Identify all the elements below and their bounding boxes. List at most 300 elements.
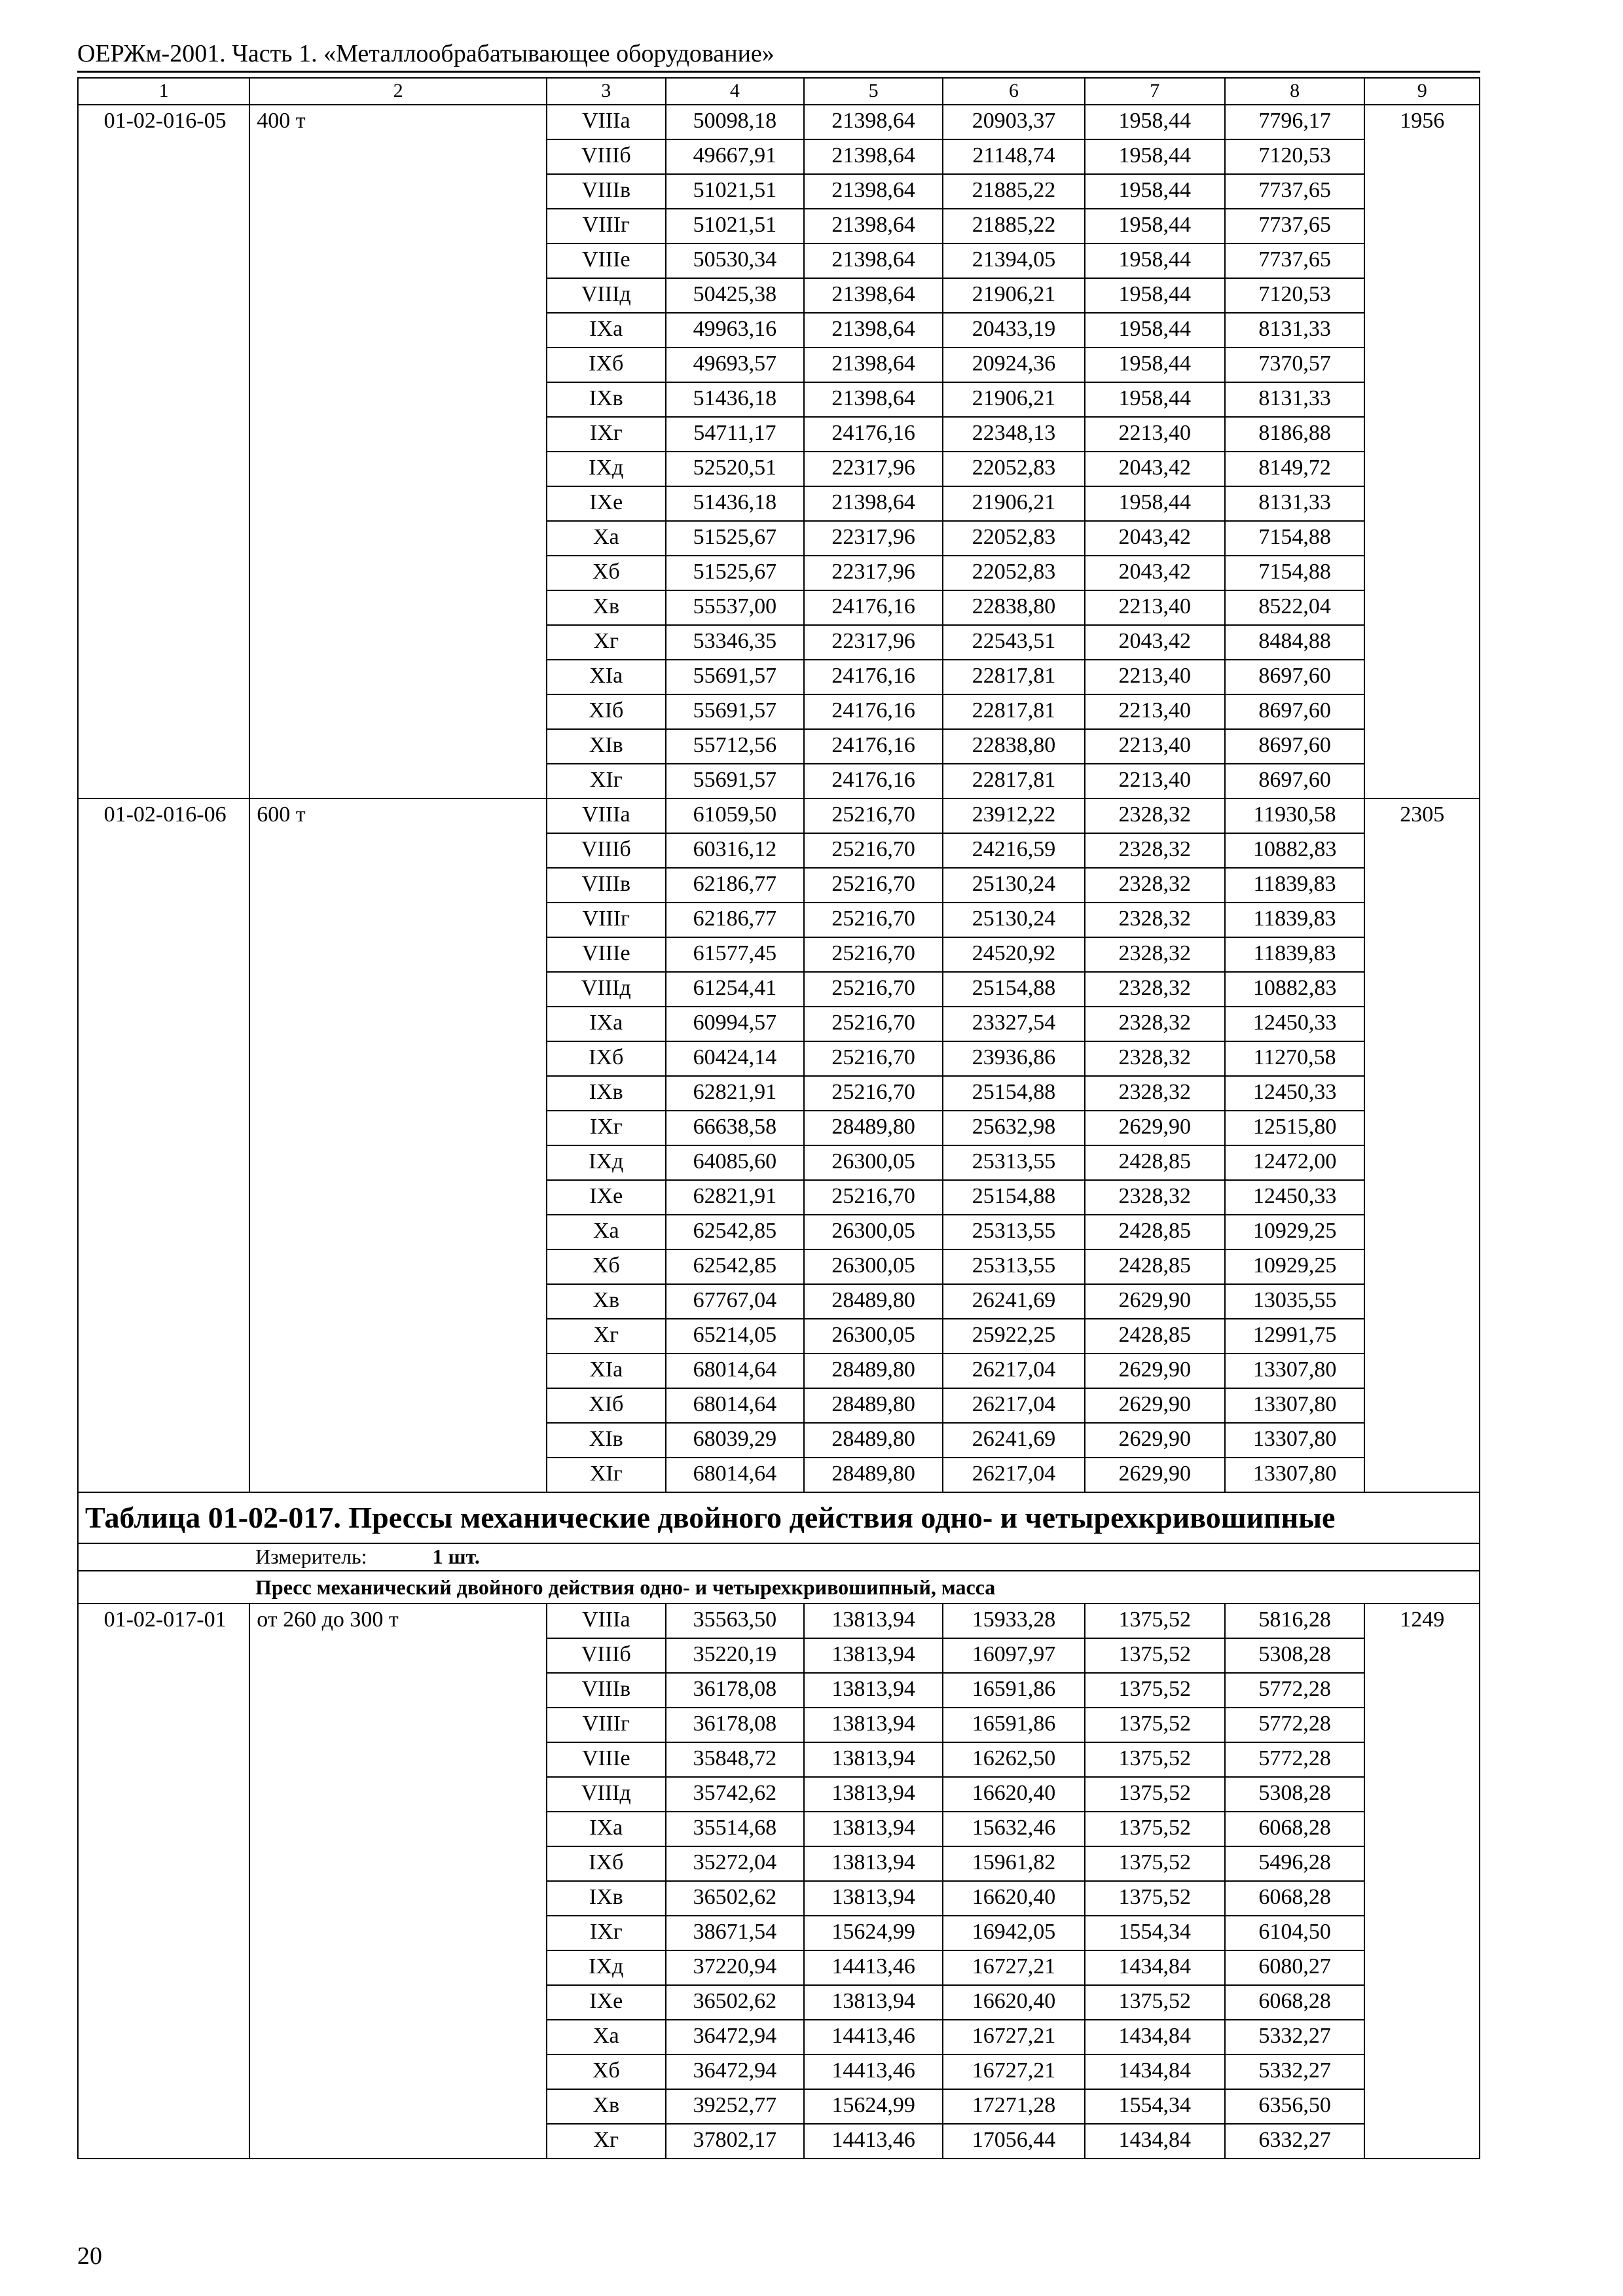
value-cell: 25130,24 (943, 903, 1085, 937)
value-cell: 17271,28 (943, 2089, 1085, 2124)
column-number: 5 (804, 78, 943, 105)
value-cell: 22838,80 (943, 729, 1085, 764)
value-cell: 8131,33 (1225, 486, 1365, 521)
value-cell: 8697,60 (1225, 729, 1365, 764)
value-cell: 1434,84 (1085, 2054, 1225, 2089)
value-cell: 67767,04 (666, 1284, 805, 1319)
value-cell: 1375,52 (1085, 1673, 1225, 1708)
column-number: 8 (1225, 78, 1365, 105)
value-cell: 5332,27 (1225, 2054, 1365, 2089)
value-cell: 8186,88 (1225, 417, 1365, 452)
zone-cell: VIIIд (547, 1777, 666, 1812)
value-cell: 52520,51 (666, 452, 805, 486)
value-cell: 14413,46 (804, 2020, 943, 2054)
value-cell: 21398,64 (804, 348, 943, 382)
value-cell: 21398,64 (804, 486, 943, 521)
value-cell: 60994,57 (666, 1007, 805, 1041)
value-cell: 51436,18 (666, 382, 805, 417)
value-cell: 25216,70 (804, 1180, 943, 1215)
value-cell: 8697,60 (1225, 694, 1365, 729)
value-cell: 5772,28 (1225, 1673, 1365, 1708)
value-cell: 25216,70 (804, 1076, 943, 1111)
column-number: 7 (1085, 78, 1225, 105)
value-cell: 7737,65 (1225, 209, 1365, 243)
value-cell: 28489,80 (804, 1388, 943, 1423)
value-cell: 21398,64 (804, 278, 943, 313)
zone-cell: XIв (547, 729, 666, 764)
value-cell: 13813,94 (804, 1708, 943, 1742)
value-cell: 8149,72 (1225, 452, 1365, 486)
column-number: 1 (78, 78, 249, 105)
zone-cell: XIб (547, 1388, 666, 1423)
value-cell: 5772,28 (1225, 1708, 1365, 1742)
zone-cell: IXб (547, 1041, 666, 1076)
value-cell: 55691,57 (666, 764, 805, 798)
value-cell: 16620,40 (943, 1985, 1085, 2020)
value-cell: 24216,59 (943, 833, 1085, 868)
value-cell: 16620,40 (943, 1881, 1085, 1916)
value-cell: 12450,33 (1225, 1007, 1365, 1041)
value-cell: 28489,80 (804, 1111, 943, 1145)
item-code: 01-02-016-05 (78, 105, 249, 798)
value-cell: 13307,80 (1225, 1354, 1365, 1388)
table-row (78, 798, 1480, 833)
zone-cell: XIa (547, 1354, 666, 1388)
value-cell: 15624,99 (804, 2089, 943, 2124)
zone-cell: XIв (547, 1423, 666, 1458)
zone-cell: Xa (547, 521, 666, 556)
value-cell: 25632,98 (943, 1111, 1085, 1145)
value-cell: 2213,40 (1085, 764, 1225, 798)
col9-value: 2305 (1364, 798, 1480, 1492)
value-cell: 23912,22 (943, 798, 1085, 833)
zone-cell: IXг (547, 1916, 666, 1950)
value-cell: 66638,58 (666, 1111, 805, 1145)
value-cell: 14413,46 (804, 1950, 943, 1985)
value-cell: 22317,96 (804, 625, 943, 660)
value-cell: 20433,19 (943, 313, 1085, 348)
value-cell: 6332,27 (1225, 2124, 1365, 2159)
zone-cell: Xб (547, 556, 666, 590)
value-cell: 12472,00 (1225, 1145, 1365, 1180)
value-cell: 2043,42 (1085, 556, 1225, 590)
value-cell: 1958,44 (1085, 243, 1225, 278)
value-cell: 55691,57 (666, 694, 805, 729)
value-cell: 1375,52 (1085, 1638, 1225, 1673)
value-cell: 50530,34 (666, 243, 805, 278)
table-row (78, 105, 1480, 139)
value-cell: 24520,92 (943, 937, 1085, 972)
value-cell: 8697,60 (1225, 660, 1365, 694)
value-cell: 10882,83 (1225, 833, 1365, 868)
measure-label: Измеритель: (255, 1545, 367, 1568)
value-cell: 28489,80 (804, 1423, 943, 1458)
value-cell: 1375,52 (1085, 1742, 1225, 1777)
value-cell: 25216,70 (804, 1007, 943, 1041)
value-cell: 1958,44 (1085, 174, 1225, 209)
zone-cell: IXв (547, 382, 666, 417)
value-cell: 62821,91 (666, 1076, 805, 1111)
value-cell: 13813,94 (804, 1673, 943, 1708)
value-cell: 2629,90 (1085, 1284, 1225, 1319)
value-cell: 22817,81 (943, 694, 1085, 729)
zone-cell: IXa (547, 313, 666, 348)
value-cell: 6068,28 (1225, 1812, 1365, 1846)
value-cell: 35514,68 (666, 1812, 805, 1846)
value-cell: 16620,40 (943, 1777, 1085, 1812)
value-cell: 14413,46 (804, 2124, 943, 2159)
value-cell: 25313,55 (943, 1215, 1085, 1249)
value-cell: 26300,05 (804, 1249, 943, 1284)
value-cell: 61254,41 (666, 972, 805, 1007)
value-cell: 1958,44 (1085, 105, 1225, 139)
value-cell: 13307,80 (1225, 1388, 1365, 1423)
value-cell: 22052,83 (943, 556, 1085, 590)
value-cell: 24176,16 (804, 764, 943, 798)
value-cell: 2428,85 (1085, 1249, 1225, 1284)
zone-cell: XIб (547, 694, 666, 729)
value-cell: 62542,85 (666, 1215, 805, 1249)
zone-cell: XIa (547, 660, 666, 694)
value-cell: 25216,70 (804, 972, 943, 1007)
value-cell: 13813,94 (804, 1638, 943, 1673)
section-title-row (78, 1492, 1480, 1543)
zone-cell: IXe (547, 1180, 666, 1215)
column-number: 4 (666, 78, 805, 105)
value-cell: 22817,81 (943, 660, 1085, 694)
value-cell: 55691,57 (666, 660, 805, 694)
value-cell: 11839,83 (1225, 868, 1365, 903)
value-cell: 25313,55 (943, 1249, 1085, 1284)
value-cell: 6068,28 (1225, 1881, 1365, 1916)
value-cell: 25154,88 (943, 1076, 1085, 1111)
zone-cell: XIг (547, 764, 666, 798)
value-cell: 20903,37 (943, 105, 1085, 139)
value-cell: 61059,50 (666, 798, 805, 833)
zone-cell: IXa (547, 1812, 666, 1846)
value-cell: 28489,80 (804, 1458, 943, 1492)
column-number: 6 (943, 78, 1085, 105)
measure-value: 1 шт. (432, 1545, 480, 1568)
value-cell: 65214,05 (666, 1319, 805, 1354)
zone-cell: VIIIб (547, 833, 666, 868)
value-cell: 62186,77 (666, 868, 805, 903)
zone-cell: VIIIe (547, 937, 666, 972)
value-cell: 8484,88 (1225, 625, 1365, 660)
value-cell: 22817,81 (943, 764, 1085, 798)
subheading-row (78, 1571, 1480, 1604)
measure-cell (78, 1543, 1480, 1571)
value-cell: 7154,88 (1225, 521, 1365, 556)
value-cell: 26217,04 (943, 1354, 1085, 1388)
zone-cell: IXe (547, 1985, 666, 2020)
column-number-row (78, 78, 1480, 105)
value-cell: 35742,62 (666, 1777, 805, 1812)
zone-cell: IXв (547, 1881, 666, 1916)
value-cell: 11839,83 (1225, 903, 1365, 937)
value-cell: 61577,45 (666, 937, 805, 972)
value-cell: 2428,85 (1085, 1319, 1225, 1354)
value-cell: 16727,21 (943, 1950, 1085, 1985)
value-cell: 11839,83 (1225, 937, 1365, 972)
value-cell: 13813,94 (804, 1846, 943, 1881)
item-name: 400 т (249, 105, 547, 798)
value-cell: 1958,44 (1085, 209, 1225, 243)
value-cell: 2428,85 (1085, 1215, 1225, 1249)
value-cell: 36472,94 (666, 2054, 805, 2089)
value-cell: 26300,05 (804, 1145, 943, 1180)
table-row (78, 1604, 1480, 1638)
zone-cell: IXe (547, 486, 666, 521)
value-cell: 36472,94 (666, 2020, 805, 2054)
value-cell: 1958,44 (1085, 278, 1225, 313)
value-cell: 2629,90 (1085, 1388, 1225, 1423)
value-cell: 2213,40 (1085, 660, 1225, 694)
value-cell: 51021,51 (666, 174, 805, 209)
value-cell: 12515,80 (1225, 1111, 1365, 1145)
value-cell: 21148,74 (943, 139, 1085, 174)
value-cell: 68039,29 (666, 1423, 805, 1458)
value-cell: 22348,13 (943, 417, 1085, 452)
value-cell: 26217,04 (943, 1388, 1085, 1423)
value-cell: 28489,80 (804, 1354, 943, 1388)
zone-cell: Xв (547, 2089, 666, 2124)
value-cell: 1375,52 (1085, 1604, 1225, 1638)
zone-cell: VIIIд (547, 278, 666, 313)
value-cell: 21398,64 (804, 243, 943, 278)
value-cell: 23936,86 (943, 1041, 1085, 1076)
value-cell: 51525,67 (666, 521, 805, 556)
value-cell: 12450,33 (1225, 1180, 1365, 1215)
value-cell: 1434,84 (1085, 2124, 1225, 2159)
zone-cell: IXв (547, 1076, 666, 1111)
zone-cell: Xв (547, 1284, 666, 1319)
value-cell: 2629,90 (1085, 1354, 1225, 1388)
value-cell: 11270,58 (1225, 1041, 1365, 1076)
zone-cell: IXг (547, 417, 666, 452)
col9-value: 1956 (1364, 105, 1480, 798)
value-cell: 21398,64 (804, 209, 943, 243)
value-cell: 50425,38 (666, 278, 805, 313)
value-cell: 26217,04 (943, 1458, 1085, 1492)
value-cell: 10882,83 (1225, 972, 1365, 1007)
value-cell: 22317,96 (804, 452, 943, 486)
value-cell: 25216,70 (804, 937, 943, 972)
value-cell: 8522,04 (1225, 590, 1365, 625)
value-cell: 24176,16 (804, 660, 943, 694)
value-cell: 2328,32 (1085, 937, 1225, 972)
zone-cell: VIIIб (547, 139, 666, 174)
zone-cell: VIIIг (547, 209, 666, 243)
value-cell: 20924,36 (943, 348, 1085, 382)
value-cell: 22543,51 (943, 625, 1085, 660)
value-cell: 26300,05 (804, 1319, 943, 1354)
value-cell: 13307,80 (1225, 1458, 1365, 1492)
value-cell: 2328,32 (1085, 1007, 1225, 1041)
value-cell: 15933,28 (943, 1604, 1085, 1638)
value-cell: 25922,25 (943, 1319, 1085, 1354)
value-cell: 13307,80 (1225, 1423, 1365, 1458)
value-cell: 2328,32 (1085, 1041, 1225, 1076)
zone-cell: Xб (547, 2054, 666, 2089)
value-cell: 22052,83 (943, 452, 1085, 486)
column-number: 9 (1364, 78, 1480, 105)
value-cell: 25313,55 (943, 1145, 1085, 1180)
value-cell: 21906,21 (943, 486, 1085, 521)
value-cell: 35272,04 (666, 1846, 805, 1881)
value-cell: 68014,64 (666, 1388, 805, 1423)
value-cell: 62186,77 (666, 903, 805, 937)
zone-cell: VIIIв (547, 868, 666, 903)
value-cell: 5308,28 (1225, 1638, 1365, 1673)
value-cell: 49963,16 (666, 313, 805, 348)
value-cell: 1434,84 (1085, 2020, 1225, 2054)
zone-cell: Xг (547, 1319, 666, 1354)
value-cell: 13813,94 (804, 1604, 943, 1638)
value-cell: 15961,82 (943, 1846, 1085, 1881)
value-cell: 21398,64 (804, 313, 943, 348)
value-cell: 12450,33 (1225, 1076, 1365, 1111)
value-cell: 14413,46 (804, 2054, 943, 2089)
value-cell: 23327,54 (943, 1007, 1085, 1041)
zone-cell: IXa (547, 1007, 666, 1041)
value-cell: 7154,88 (1225, 556, 1365, 590)
item-name: 600 т (249, 798, 547, 1492)
zone-cell: Xa (547, 1215, 666, 1249)
value-cell: 21398,64 (804, 382, 943, 417)
value-cell: 1375,52 (1085, 1985, 1225, 2020)
value-cell: 22317,96 (804, 556, 943, 590)
zone-cell: Xб (547, 1249, 666, 1284)
value-cell: 5772,28 (1225, 1742, 1365, 1777)
value-cell: 1958,44 (1085, 382, 1225, 417)
value-cell: 2328,32 (1085, 972, 1225, 1007)
value-cell: 37220,94 (666, 1950, 805, 1985)
value-cell: 7120,53 (1225, 139, 1365, 174)
subheading: Пресс механический двойного действия одно- и четырехкривошипный, масса (78, 1571, 1480, 1604)
value-cell: 13813,94 (804, 1742, 943, 1777)
value-cell: 2629,90 (1085, 1111, 1225, 1145)
zone-cell: VIIIд (547, 972, 666, 1007)
value-cell: 2328,32 (1085, 833, 1225, 868)
zone-cell: IXб (547, 1846, 666, 1881)
zone-cell: VIIIe (547, 243, 666, 278)
value-cell: 11930,58 (1225, 798, 1365, 833)
value-cell: 1554,34 (1085, 2089, 1225, 2124)
value-cell: 25216,70 (804, 798, 943, 833)
section-title: Таблица 01-02-017. Прессы механические двойного действия одно- и четырехкривошипные (78, 1492, 1480, 1543)
value-cell: 35848,72 (666, 1742, 805, 1777)
value-cell: 36178,08 (666, 1673, 805, 1708)
zone-cell: VIIIe (547, 1742, 666, 1777)
value-cell: 7370,57 (1225, 348, 1365, 382)
value-cell: 55712,56 (666, 729, 805, 764)
value-cell: 13813,94 (804, 1881, 943, 1916)
value-cell: 10929,25 (1225, 1215, 1365, 1249)
value-cell: 22052,83 (943, 521, 1085, 556)
value-cell: 1958,44 (1085, 486, 1225, 521)
zone-cell: VIIIв (547, 1673, 666, 1708)
value-cell: 21885,22 (943, 174, 1085, 209)
value-cell: 16262,50 (943, 1742, 1085, 1777)
value-cell: 68014,64 (666, 1458, 805, 1492)
value-cell: 2328,32 (1085, 798, 1225, 833)
value-cell: 2328,32 (1085, 1180, 1225, 1215)
page-number: 20 (77, 2242, 102, 2270)
zone-cell: VIIIa (547, 1604, 666, 1638)
value-cell: 1958,44 (1085, 348, 1225, 382)
value-cell: 53346,35 (666, 625, 805, 660)
value-cell: 38671,54 (666, 1916, 805, 1950)
value-cell: 2629,90 (1085, 1423, 1225, 1458)
value-cell: 2328,32 (1085, 903, 1225, 937)
col9-value: 1249 (1364, 1604, 1480, 2159)
value-cell: 17056,44 (943, 2124, 1085, 2159)
value-cell: 22317,96 (804, 521, 943, 556)
value-cell: 26300,05 (804, 1215, 943, 1249)
value-cell: 36502,62 (666, 1985, 805, 2020)
zone-cell: VIIIб (547, 1638, 666, 1673)
value-cell: 2043,42 (1085, 625, 1225, 660)
item-code: 01-02-017-01 (78, 1604, 249, 2159)
value-cell: 62821,91 (666, 1180, 805, 1215)
value-cell: 2213,40 (1085, 729, 1225, 764)
value-cell: 25216,70 (804, 1041, 943, 1076)
zone-cell: IXб (547, 348, 666, 382)
value-cell: 25216,70 (804, 903, 943, 937)
value-cell: 24176,16 (804, 590, 943, 625)
value-cell: 13813,94 (804, 1985, 943, 2020)
value-cell: 36502,62 (666, 1881, 805, 1916)
value-cell: 64085,60 (666, 1145, 805, 1180)
value-cell: 2328,32 (1085, 868, 1225, 903)
value-cell: 1375,52 (1085, 1846, 1225, 1881)
value-cell: 51021,51 (666, 209, 805, 243)
value-cell: 24176,16 (804, 729, 943, 764)
value-cell: 35220,19 (666, 1638, 805, 1673)
value-cell: 54711,17 (666, 417, 805, 452)
value-cell: 7796,17 (1225, 105, 1365, 139)
value-cell: 25130,24 (943, 868, 1085, 903)
value-cell: 24176,16 (804, 694, 943, 729)
value-cell: 24176,16 (804, 417, 943, 452)
zone-cell: IXд (547, 1950, 666, 1985)
zone-cell: IXд (547, 452, 666, 486)
value-cell: 37802,17 (666, 2124, 805, 2159)
value-cell: 6104,50 (1225, 1916, 1365, 1950)
value-cell: 2213,40 (1085, 590, 1225, 625)
value-cell: 7120,53 (1225, 278, 1365, 313)
value-cell: 2629,90 (1085, 1458, 1225, 1492)
value-cell: 15632,46 (943, 1812, 1085, 1846)
value-cell: 13813,94 (804, 1777, 943, 1812)
value-cell: 49667,91 (666, 139, 805, 174)
value-cell: 21398,64 (804, 174, 943, 209)
column-number: 3 (547, 78, 666, 105)
value-cell: 16097,97 (943, 1638, 1085, 1673)
value-cell: 5308,28 (1225, 1777, 1365, 1812)
value-cell: 21906,21 (943, 278, 1085, 313)
value-cell: 16942,05 (943, 1916, 1085, 1950)
zone-cell: IXд (547, 1145, 666, 1180)
value-cell: 16727,21 (943, 2020, 1085, 2054)
value-cell: 12991,75 (1225, 1319, 1365, 1354)
value-cell: 21394,05 (943, 243, 1085, 278)
value-cell: 1554,34 (1085, 1916, 1225, 1950)
value-cell: 26241,69 (943, 1284, 1085, 1319)
value-cell: 39252,77 (666, 2089, 805, 2124)
value-cell: 6080,27 (1225, 1950, 1365, 1985)
